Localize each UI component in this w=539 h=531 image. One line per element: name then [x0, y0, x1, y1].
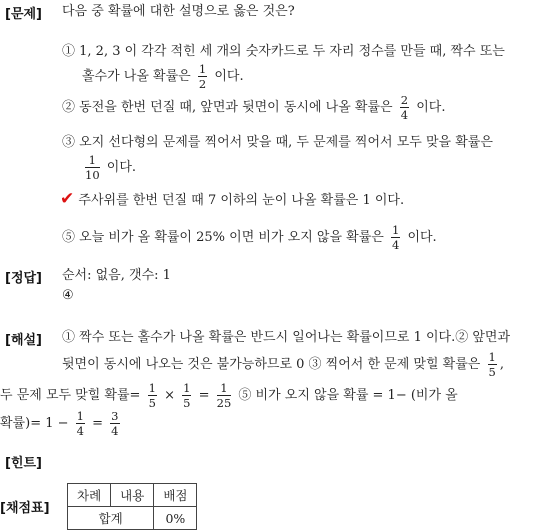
option-2-text: ② 동전을 한번 던질 때, 앞면과 뒷면이 동시에 나올 확률은 — [62, 100, 393, 115]
checkmark-icon: ✔ — [60, 189, 75, 209]
option-2 — [62, 94, 445, 121]
explanation-line2: 뒷면이 동시에 나오는 것은 불가능하므로 0 ③ 찍어서 한 문제 맞힐 확률은 $\frac{1}{5}$ , — [62, 350, 504, 379]
option-3-line1: ③ 오지 선다형의 문제를 찍어서 맞을 때, 두 문제를 찍어서 모두 맞을 확률은 — [62, 135, 493, 150]
option-5 — [62, 224, 437, 251]
problem-label: [문제] — [5, 7, 42, 22]
option-1-line1: ① 1, 2, 3 이 각각 적힌 세 개의 숫자카드로 두 자리 정수를 만들 때, 짝수 또는 — [62, 44, 505, 59]
option-3-fraction: $\frac{1}{10}$ — [85, 153, 100, 182]
answer-block — [62, 267, 171, 305]
option-5-fraction: $\frac{1}{4}$ — [391, 223, 400, 252]
answer-line1: 순서: 없음, 갯수: 1 — [62, 268, 171, 283]
explanation-fraction-1-5: $\frac{1}{5}$ — [488, 350, 496, 379]
answer-label: [정답] — [5, 271, 42, 286]
option-1-line2 — [62, 63, 505, 90]
option-1-fraction: $\frac{1}{2}$ — [198, 62, 207, 91]
grading-total-value: 0% — [154, 507, 197, 530]
option-3-line2 — [62, 154, 493, 181]
explanation-line4: 확률)= 1 − $\frac{1}{4}$ = $\frac{3}{4}$ — [0, 409, 119, 438]
explanation-fraction-a: $\frac{1}{5}$ — [148, 381, 156, 410]
grading-table — [67, 483, 197, 530]
answer-line2: ④ — [62, 288, 74, 303]
explanation-block — [62, 329, 537, 378]
option-4-text: 주사위를 한번 던질 때 7 이하의 눈이 나올 확률은 1 이다. — [78, 193, 405, 208]
grading-header-order: 차례 — [68, 484, 111, 507]
option-4 — [60, 190, 404, 210]
option-1 — [62, 43, 505, 90]
explanation-fraction-c: $\frac{1}{25}$ — [216, 381, 232, 410]
explanation-fraction-b: $\frac{1}{5}$ — [183, 381, 191, 410]
option-2-end: 이다. — [416, 100, 446, 115]
grading-total-row — [68, 507, 197, 530]
explanation-fraction-d: $\frac{1}{4}$ — [76, 409, 84, 438]
question-text: 다음 중 확률에 대한 설명으로 옳은 것은? — [62, 4, 295, 19]
option-1-text: 홀수가 나올 확률은 — [82, 69, 191, 84]
explanation-fraction-e: $\frac{3}{4}$ — [111, 409, 119, 438]
explanation-label: [해설] — [5, 333, 42, 348]
option-1-end: 이다. — [214, 69, 244, 84]
option-3-end: 이다. — [106, 160, 137, 175]
option-5-text: ⑤ 오늘 비가 올 확률이 25% 이면 비가 오지 않을 확률은 — [62, 230, 384, 245]
grading-header-points: 배점 — [154, 484, 197, 507]
grading-header-content: 내용 — [111, 484, 154, 507]
option-5-end: 이다. — [407, 230, 437, 245]
hint-label: [힌트] — [5, 456, 42, 471]
grading-total-label: 합계 — [68, 507, 154, 530]
explanation-line3: 두 문제 모두 맞힐 확률= $\frac{1}{5}$ × $\frac{1}{5}$ = $\frac{1}{25}$ ⑤ 비가 오지 않을 확률 = 1− (비가 올 — [0, 381, 458, 410]
grading-header-row — [68, 484, 197, 507]
explanation-line1: ① 짝수 또는 홀수가 나올 확률은 반드시 일어나는 확률이므로 1 이다.② 앞면과 — [62, 330, 511, 345]
option-2-fraction: $\frac{2}{4}$ — [400, 93, 409, 122]
option-3 — [62, 134, 493, 181]
grading-label: [채점표] — [0, 501, 50, 516]
